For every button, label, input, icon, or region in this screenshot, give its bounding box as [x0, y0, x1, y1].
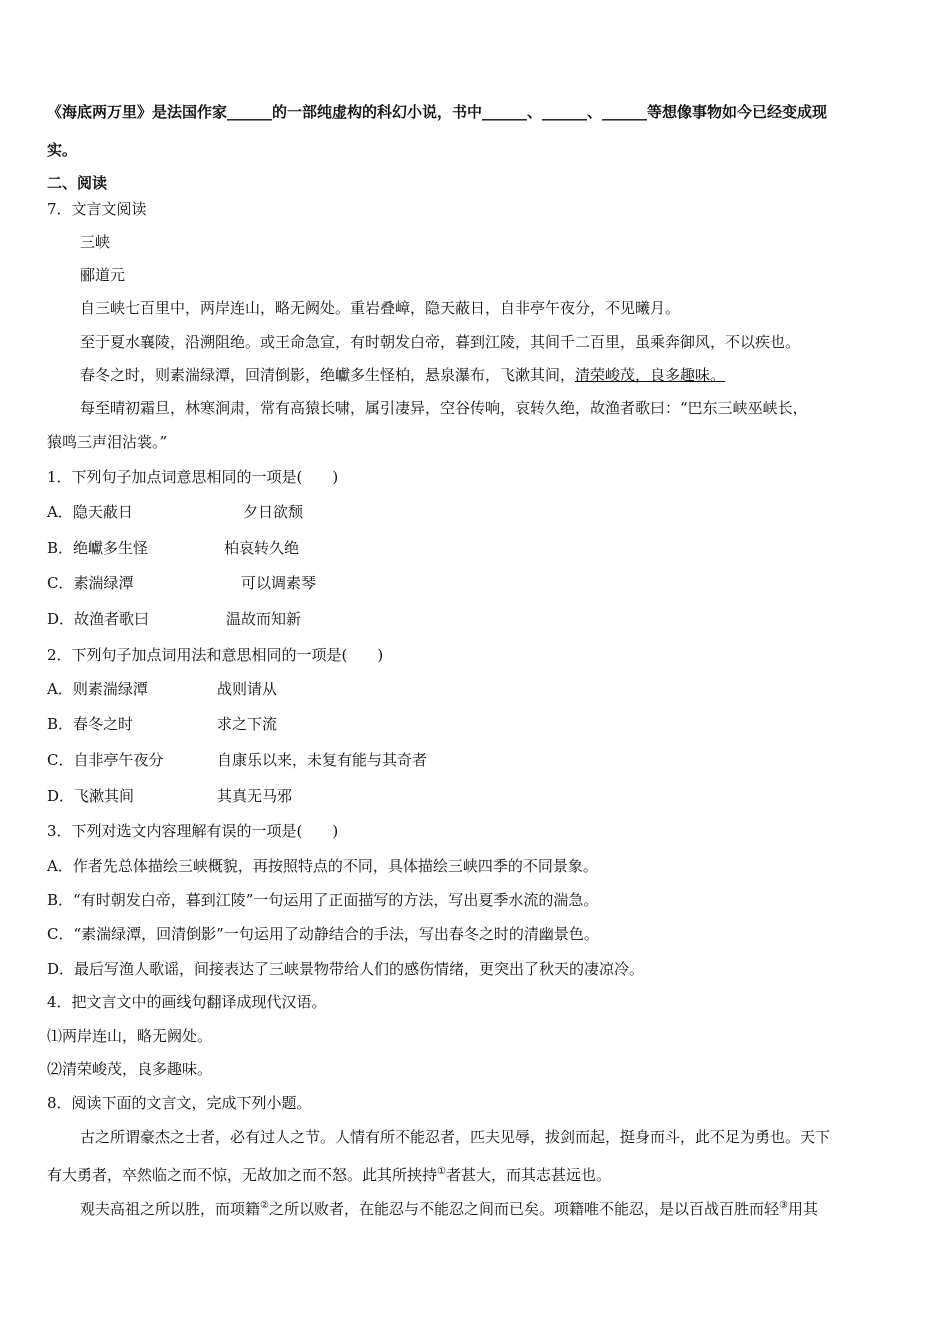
q8-text: 用其 — [787, 1200, 818, 1218]
q8-heading: 8．阅读下面的文言文，完成下列小题。 — [47, 1094, 312, 1112]
sub4-item-1: ⑴两岸连山，略无阙处。 — [47, 1027, 213, 1045]
sub1-option-b — [47, 538, 148, 558]
sub2-option-a — [47, 679, 148, 699]
sub3-option-a: A．作者先总体描绘三峡概貌，再按照特点的不同，具体描绘三峡四季的不同景象。 — [47, 857, 598, 875]
sub1-option-a — [47, 502, 133, 522]
option-letter: D． — [47, 787, 75, 805]
sub3-stem: 3．下列对选文内容理解有误的一项是( ) — [47, 822, 339, 840]
section-heading: 二、阅读 — [47, 174, 108, 192]
option-left: 春冬之时 — [73, 715, 134, 733]
sub4-item-2: ⑵清荣峻茂，良多趣味。 — [47, 1060, 213, 1078]
sub2-option-b-right: 求之下流 — [217, 715, 278, 733]
option-letter: C． — [47, 574, 74, 592]
sub2-option-a-right: 战则请从 — [217, 680, 278, 698]
option-letter: A． — [47, 680, 73, 698]
sub3-option-d: D．最后写渔人歌谣，间接表达了三峡景物带给人们的感伤情绪，更突出了秋天的凄凉冷。 — [47, 960, 645, 978]
footnote-mark-2: ② — [260, 1200, 269, 1211]
q7-heading: 7．文言文阅读 — [47, 200, 147, 218]
sub1-option-d-right: 温故而知新 — [226, 610, 302, 628]
q8-para-2 — [80, 1196, 818, 1219]
q8-text: 者甚大，而其志甚远也。 — [445, 1166, 611, 1184]
option-letter: C． — [47, 751, 74, 769]
option-left: 素湍绿潭 — [73, 574, 134, 592]
option-letter: B． — [47, 539, 74, 557]
footnote-mark-1: ① — [437, 1166, 446, 1177]
option-left: 则素湍绿潭 — [72, 680, 148, 698]
sub1-stem: 1．下列句子加点词意思相同的一项是( ) — [47, 468, 339, 486]
option-left: 绝巘多生怪 — [73, 539, 149, 557]
option-letter: B． — [47, 715, 74, 733]
q8-para-1: 古之所谓豪杰之士者，必有过人之节。人情有所不能忍者，匹夫见辱，拔剑而起，挺身而斗，此不足为勇也。天下 — [80, 1128, 831, 1146]
sub1-option-b-right: 柏哀转久绝 — [224, 539, 300, 557]
passage-para-2: 至于夏水襄陵，沿溯阻绝。或王命急宣，有时朝发白帝，暮到江陵，其间千二百里，虽乘奔御风，不以疾也。 — [80, 333, 801, 351]
passage-para-3 — [80, 365, 725, 385]
intro-line-2: 实。 — [47, 141, 78, 159]
passage-author: 郦道元 — [80, 266, 126, 284]
sub2-option-c-right: 自康乐以来，未复有能与其奇者 — [217, 751, 428, 769]
passage-para-3-text: 春冬之时，则素湍绿潭，回清倒影，绝巘多生怪柏，悬泉瀑布，飞漱其间， — [80, 366, 576, 384]
sub2-stem: 2．下列句子加点词用法和意思相同的一项是( ) — [47, 646, 384, 664]
sub1-option-c-right: 可以调素琴 — [241, 574, 317, 592]
sub3-option-b: B．“有时朝发白帝，暮到江陵”一句运用了正面描写的方法，写出夏季水流的湍急。 — [47, 891, 599, 909]
sub2-option-c — [47, 750, 164, 770]
passage-para-1: 自三峡七百里中，两岸连山，略无阙处。重岩叠嶂，隐天蔽日，自非亭午夜分，不见曦月。 — [80, 299, 681, 317]
sub1-option-c — [47, 573, 134, 593]
sub4-stem: 4．把文言文中的画线句翻译成现代汉语。 — [47, 993, 327, 1011]
option-letter: A． — [47, 503, 73, 521]
option-left: 飞漱其间 — [74, 787, 135, 805]
option-left: 故渔者歌曰 — [74, 610, 150, 628]
q8-text: 之所以败者，在能忍与不能忍之间而已矣。项籍唯不能忍，是以百战百胜而轻 — [268, 1200, 779, 1218]
sub1-option-d — [47, 609, 149, 629]
passage-title: 三峡 — [80, 233, 111, 251]
sub1-option-a-right: 夕日欲颓 — [243, 503, 304, 521]
underlined-sentence: 清荣峻茂，良多趣味。 — [575, 366, 726, 384]
footnote-mark-3: ③ — [779, 1200, 788, 1211]
sub3-option-c: C．“素湍绿潭，回清倒影”一句运用了动静结合的手法，写出春冬之时的清幽景色。 — [47, 925, 599, 943]
passage-para-4: 每至晴初霜旦，林寒涧肃，常有高猿长啸，属引凄异，空谷传响，哀转久绝，故渔者歌曰：“巴东三峡巫峡长， — [80, 399, 808, 417]
option-letter: D． — [47, 610, 75, 628]
q8-para-1-cont — [47, 1162, 611, 1185]
passage-para-4-cont: 猿鸣三声泪沾裳。” — [47, 433, 168, 451]
option-left: 隐天蔽日 — [72, 503, 133, 521]
q8-text: 有大勇者，卒然临之而不惊，无故加之而不怒。此其所挟持 — [47, 1166, 438, 1184]
q8-text: 观夫高祖之所以胜，而项籍 — [80, 1200, 261, 1218]
option-left: 自非亭午夜分 — [73, 751, 164, 769]
intro-line-1: 《海底两万里》是法国作家______的一部纯虚构的科幻小说，书中______、______、______等想像事物如今已经变成现 — [47, 103, 828, 121]
sub2-option-b — [47, 714, 133, 734]
sub2-option-d-right: 其真无马邪 — [217, 787, 293, 805]
sub2-option-d — [47, 786, 134, 806]
